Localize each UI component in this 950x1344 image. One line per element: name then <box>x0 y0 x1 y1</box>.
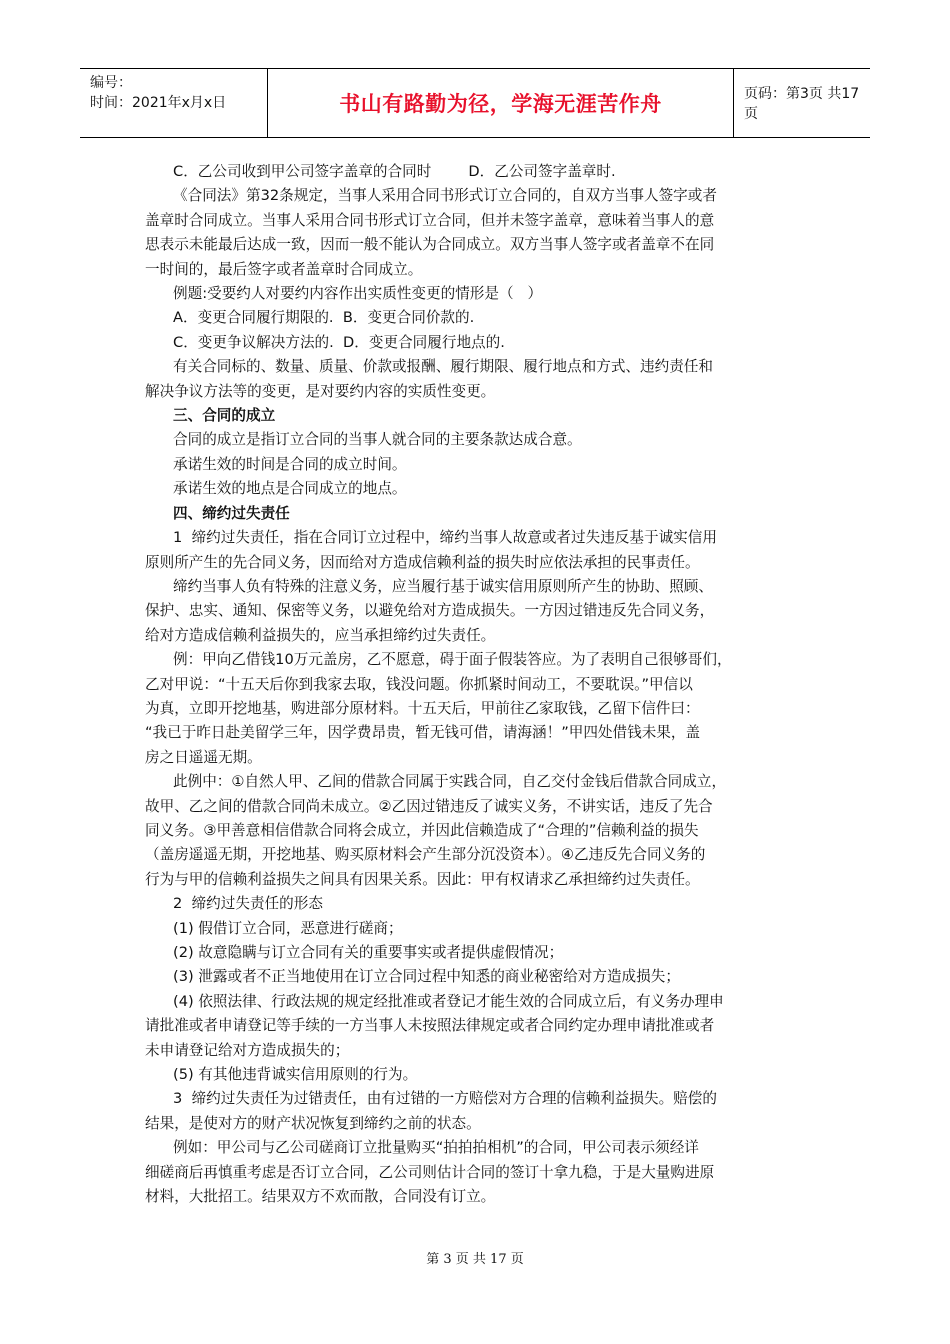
text-line: （盖房遥遥无期，开挖地基、购买原材料会产生部分沉没资本）。④乙违反先合同义务的 <box>145 846 706 864</box>
section-heading: 三、合同的成立 <box>173 407 276 425</box>
header-meta <box>80 69 268 137</box>
text-line: 细磋商后再慎重考虑是否订立合同，乙公司则估计合同的签订十拿九稳，于是大量购进原 <box>145 1163 715 1181</box>
text-line: 承诺生效的时间是合同的成立时间。 <box>173 455 407 473</box>
text-line: C．乙公司收到甲公司签字盖章的合同时 D．乙公司签字盖章时. <box>173 163 616 180</box>
text-line: 保护、忠实、通知、保密等义务，以避免给对方造成损失。一方因过错违反先合同义务， <box>145 602 715 620</box>
text-line: (2) 故意隐瞒与订立合同有关的重要事实或者提供虚假情况； <box>173 944 564 961</box>
text-line: (5) 有其他违背诚实信用原则的行为。 <box>173 1066 418 1084</box>
text-line: 此例中：①自然人甲、乙间的借款合同属于实践合同，自乙交付金钱后借款合同成立， <box>173 773 727 791</box>
text-line: 给对方造成信赖利益损失的，应当承担缔约过失责任。 <box>145 626 496 644</box>
document-body <box>145 160 811 1209</box>
text-line: A．变更合同履行期限的. B．变更合同价款的. <box>173 309 475 327</box>
text-line: C．变更争议解决方法的. D．变更合同履行地点的. <box>173 333 505 351</box>
header-page-info: 页码：第3页 共17页 <box>744 86 860 122</box>
text-line: (3) 泄露或者不正当地使用在订立合同过程中知悉的商业秘密给对方造成损失； <box>173 968 680 986</box>
text-line: 《合同法》第32条规定，当事人采用合同书形式订立合同的，自双方当事人签字或者 <box>173 187 717 205</box>
text-line: 一时间的，最后签字或者盖章时合同成立。 <box>145 260 423 278</box>
text-line: 解决争议方法等的变更，是对要约内容的实质性变更。 <box>145 382 496 400</box>
text-line: 承诺生效的地点是合同成立的地点。 <box>173 480 407 498</box>
text-line: 请批准或者申请登记等手续的一方当事人未按照法律规定或者合同约定办理申请批准或者 <box>145 1017 715 1035</box>
text-line: (1) 假借订立合同，恶意进行磋商； <box>173 919 403 937</box>
text-line: 同义务。③甲善意相信借款合同将会成立，并因此信赖造成了“合理的”信赖利益的损失 <box>145 821 699 839</box>
doc-time-label: 时间：2021年x月x日 <box>90 95 227 111</box>
text-line: (4) 依照法律、行政法规的规定经批准或者登记才能生效的合同成立后，有义务办理申 <box>173 992 724 1010</box>
text-line: 房之日遥遥无期。 <box>145 748 262 766</box>
text-line: 结果，是使对方的财产状况恢复到缔约之前的状态。 <box>145 1114 481 1132</box>
text-line: 缔约当事人负有特殊的注意义务，应当履行基于诚实信用原则所产生的协助、照顾、 <box>173 577 713 595</box>
text-line: 合同的成立是指订立合同的当事人就合同的主要条款达成合意。 <box>173 431 582 449</box>
doc-number-label: 编号： <box>90 75 132 91</box>
text-line: 乙对甲说：“十五天后你到我家去取，钱没问题。你抓紧时间动工，不要耽误。”甲信以 <box>145 675 693 693</box>
header-motto: 书山有路勤为径，学海无涯苦作舟 <box>268 69 734 137</box>
text-line: 思表示未能最后达成一致，因而一般不能认为合同成立。双方当事人签字或者盖章不在同 <box>145 236 715 254</box>
text-line: 2 缔约过失责任的形态 <box>173 895 323 913</box>
text-line: 3 缔约过失责任为过错责任，由有过错的一方赔偿对方合理的信赖利益损失。赔偿的 <box>173 1090 717 1108</box>
text-line: 为真，立即开挖地基，购进部分原材料。十五天后，甲前往乙家取钱，乙留下信件曰： <box>145 699 700 717</box>
text-line: 原则所产生的先合同义务，因而给对方造成信赖利益的损失时应依法承担的民事责任。 <box>145 553 700 571</box>
text-line: 行为与甲的信赖利益损失之间具有因果关系。因此：甲有权请求乙承担缔约过失责任。 <box>145 870 700 888</box>
text-line: 例：甲向乙借钱10万元盖房，乙不愿意，碍于面子假装答应。为了表明自己很够哥们， <box>173 651 732 669</box>
text-line: 未申请登记给对方造成损失的； <box>145 1041 350 1059</box>
text-line: 有关合同标的、数量、质量、价款或报酬、履行期限、履行地点和方式、违约责任和 <box>173 358 713 376</box>
page-header <box>80 68 870 138</box>
text-line: 盖章时合同成立。当事人采用合同书形式订立合同，但并未签字盖章，意味着当事人的意 <box>145 211 715 229</box>
text-line: “我已于昨日赴美留学三年，因学费昂贵，暂无钱可借，请海涵！”甲四处借钱未果，盖 <box>145 724 701 742</box>
text-line: 例如：甲公司与乙公司磋商订立批量购买“拍拍拍相机”的合同，甲公司表示须经详 <box>173 1139 699 1157</box>
page-footer: 第 3 页 共 17 页 <box>426 1252 524 1267</box>
text-line: 1 缔约过失责任，指在合同订立过程中，缔约当事人故意或者过失违反基于诚实信用 <box>173 529 717 547</box>
section-heading: 四、缔约过失责任 <box>173 504 290 522</box>
text-line: 材料，大批招工。结果双方不欢而散，合同没有订立。 <box>145 1188 496 1206</box>
text-line: 例题:受要约人对要约内容作出实质性变更的情形是（ ） <box>173 285 543 303</box>
text-line: 故甲、乙之间的借款合同尚未成立。②乙因过错违反了诚实义务，不讲实话，违反了先合 <box>145 797 713 815</box>
